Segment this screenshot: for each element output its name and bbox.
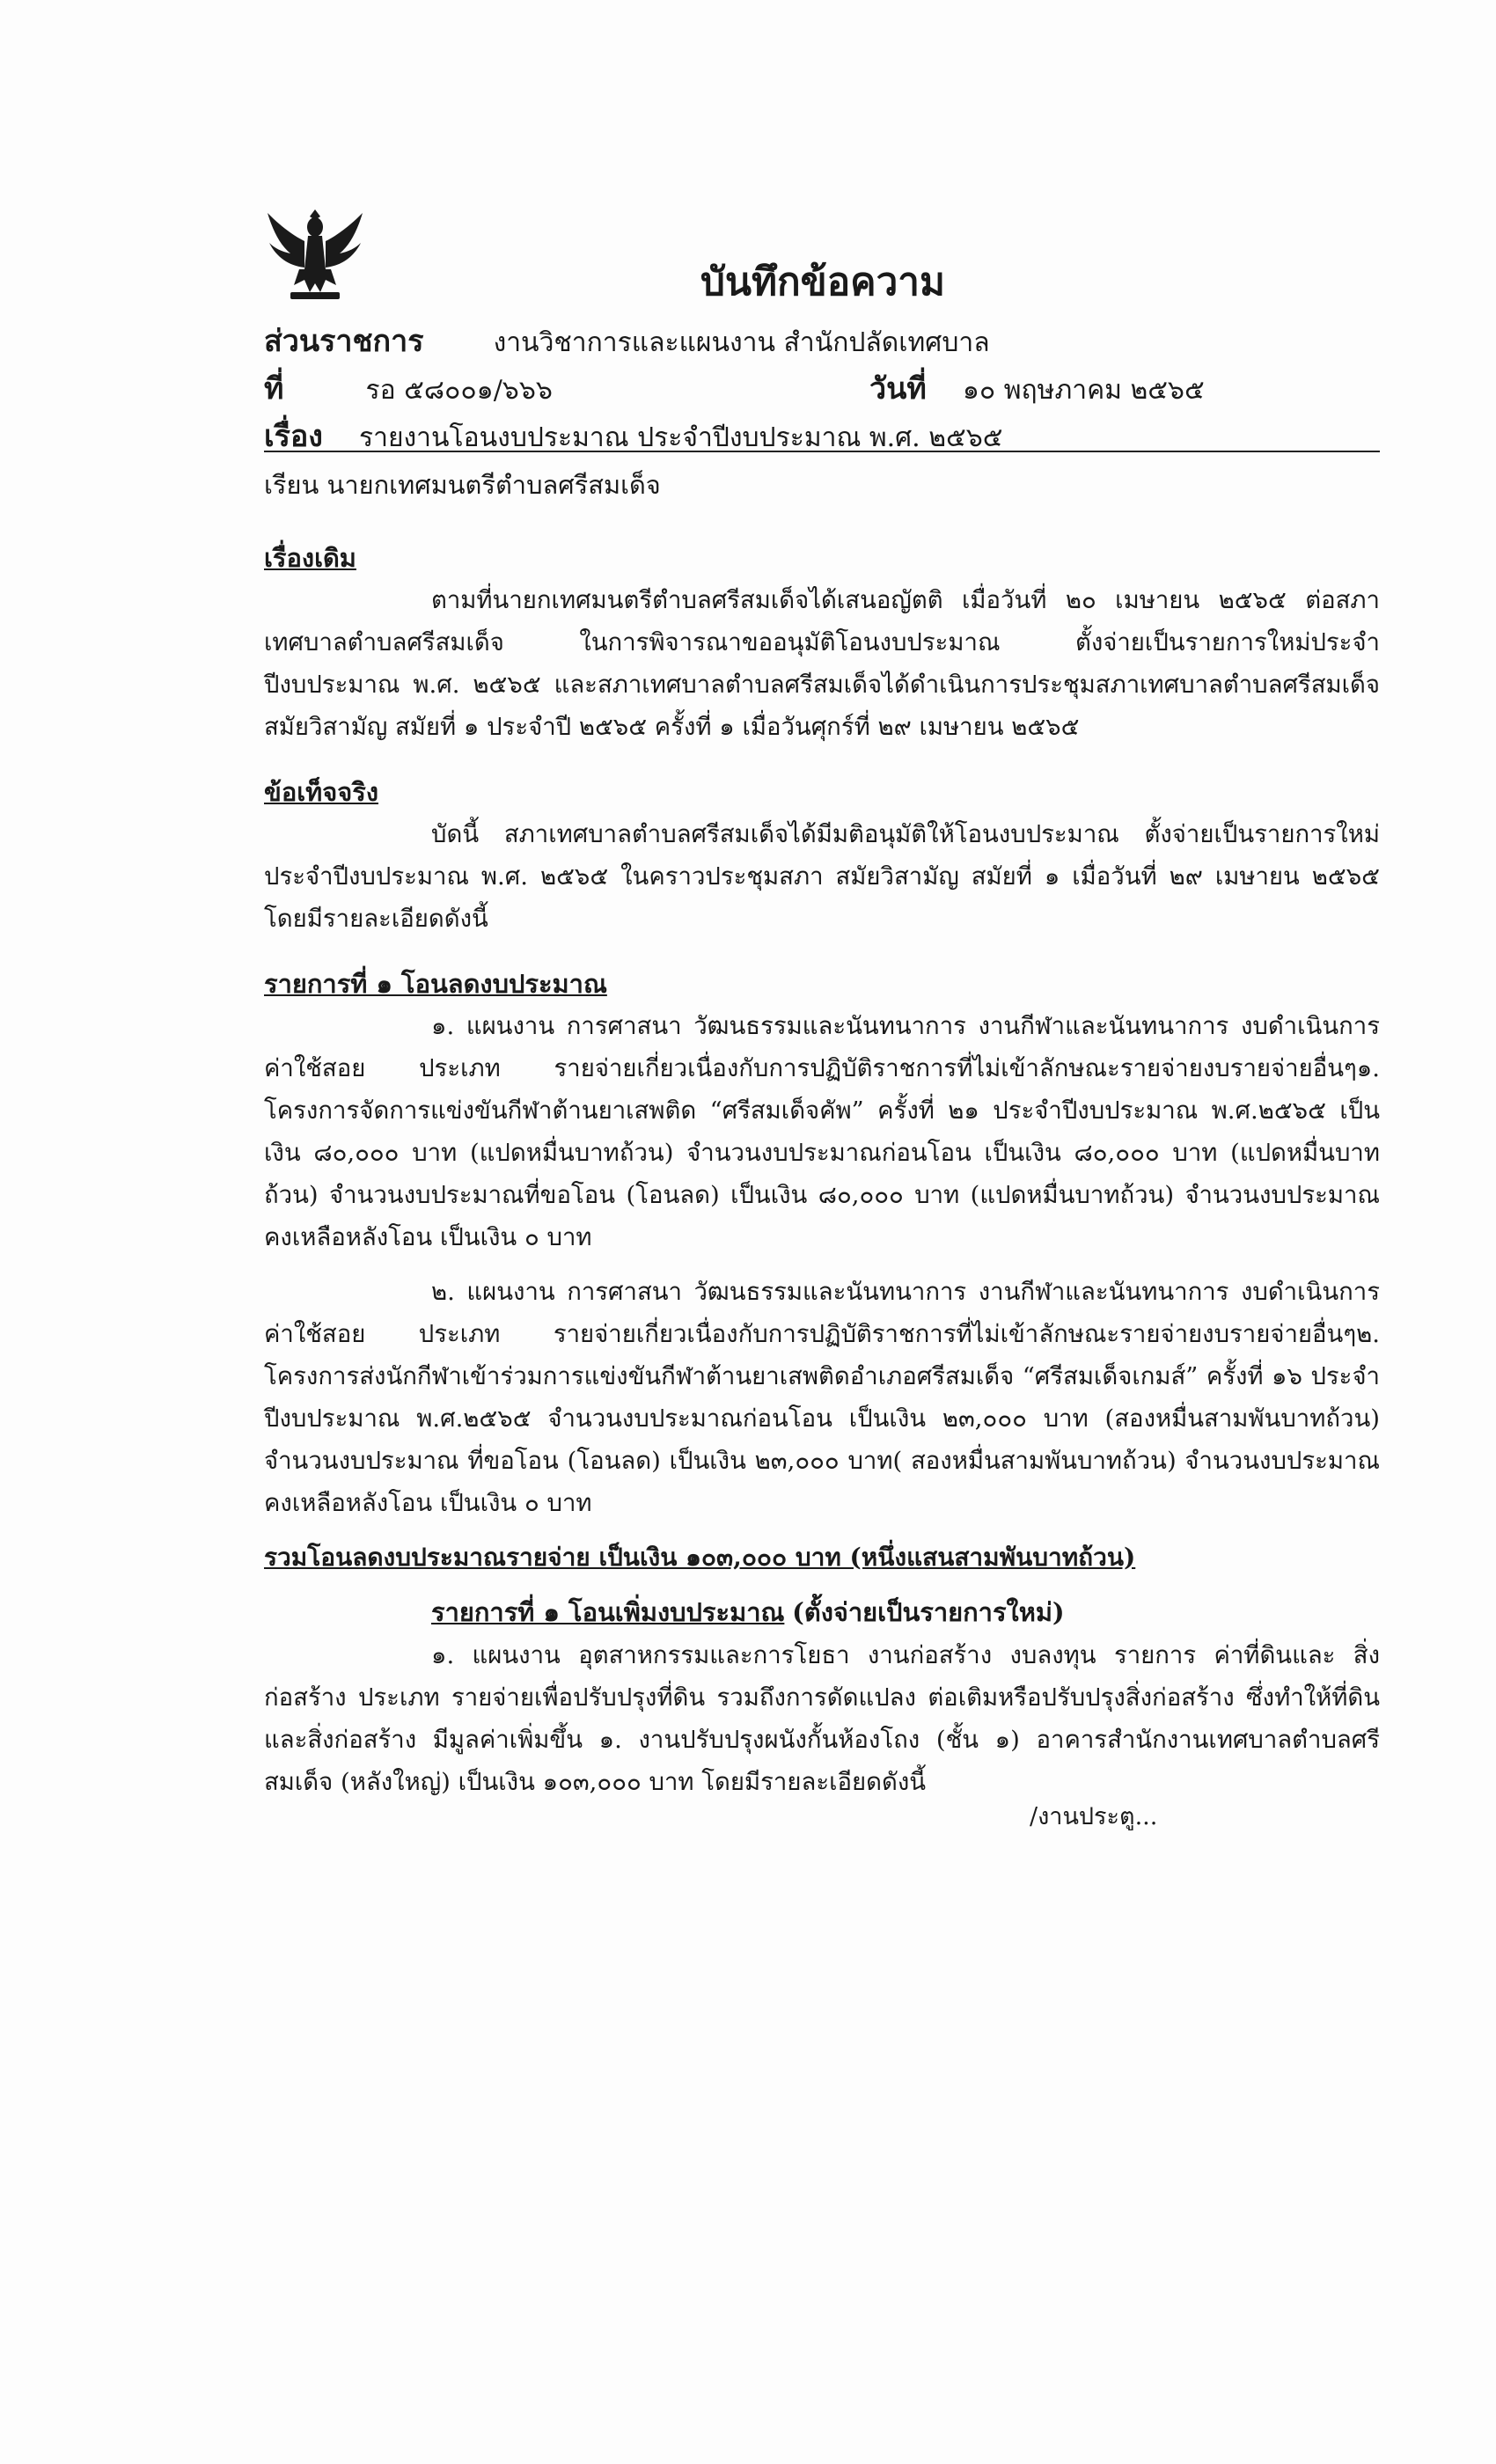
continuation-note: /งานประตู...: [1030, 1803, 1158, 1830]
memo-title: บันทึกข้อความ: [700, 260, 945, 304]
date-value: ๑๐ พฤษภาคม ๒๕๖๕: [962, 375, 1205, 406]
header-divider: [264, 451, 1380, 452]
reference-label: ที่: [264, 371, 284, 407]
subject-label: เรื่อง: [264, 419, 323, 454]
facts-heading: ข้อเท็จจริง: [264, 777, 378, 807]
background-text: ตามที่นายกเทศมนตรีตำบลศรีสมเด็จได้เสนอญัตติ เมื่อวันที่ ๒๐ เมษายน ๒๕๖๕ ต่อสภาเทศบาลตำบลศรีสมเด็จ ในการพิจารณาขออนุมัติโอนงบประมาณ ตั้งจ่ายเป็นรายการใหม่ประจำปีงบประมาณ พ.ศ. ๒๕๖๕ และสภาเทศบาลตำบลศรีสมเด็จได้ดำเนินการประชุมสภาเทศบาลตำบลศรีสมเด็จ สมัยวิสามัญ สมัยที่ ๑ ประจำปี ๒๕๖๕ ครั้งที่ ๑ เมื่อวันศุกร์ที่ ๒๙ เมษายน ๒๕๖๕: [264, 586, 1380, 741]
agency-row: [264, 317, 990, 364]
date-label: วันที่: [869, 371, 927, 407]
transfer-in-heading-row: [431, 1591, 1380, 1634]
transfer-in-heading-note: (ตั้งจ่ายเป็นรายการใหม่): [792, 1597, 1065, 1627]
facts-text: บัดนี้ สภาเทศบาลตำบลศรีสมเด็จได้มีมติอนุมัติให้โอนงบประมาณ ตั้งจ่ายเป็นรายการใหม่ ประจำปีงบประมาณ พ.ศ. ๒๕๖๕ ในคราวประชุมสภา สมัยวิสามัญ สมัยที่ ๑ เมื่อวันที่ ๒๙ เมษายน ๒๕๖๕ โดยมีรายละเอียดดังนี้: [264, 820, 1380, 933]
subject-value: รายงานโอนงบประมาณ ประจำปีงบประมาณ พ.ศ. ๒๕๖๕: [359, 422, 1003, 453]
agency-label: ส่วนราชการ: [264, 324, 424, 359]
transfer-out-item-2: ๒. แผนงาน การศาสนา วัฒนธรรมและนันทนาการ งานกีฬาและนันทนาการ งบดำเนินการ ค่าใช้สอย ประเภท รายจ่ายเกี่ยวเนื่องกับการปฏิบัติราชการที่ไม่เข้าลักษณะรายจ่ายงบรายจ่ายอื่นๆ๒. โครงการส่งนักกีฬาเข้าร่วมการแข่งขันกีฬาต้านยาเสพติดอำเภอศรีสมเด็จ “ศรีสมเด็จเกมส์” ครั้งที่ ๑๖ ประจำปีงบประมาณ พ.ศ.๒๕๖๕ จำนวนงบประมาณก่อนโอน เป็นเงิน ๒๓,๐๐๐ บาท (สองหมื่นสามพันบาทถ้วน) จำนวนงบประมาณ ที่ขอโอน (โอนลด) เป็นเงิน ๒๓,๐๐๐ บาท( สองหมื่นสามพันบาทถ้วน) จำนวนงบประมาณคงเหลือหลังโอน เป็นเงิน ๐ บาท: [264, 1278, 1380, 1517]
date-row: [869, 364, 1205, 412]
transfer-in-heading: รายการที่ ๑ โอนเพิ่มงบประมาณ: [431, 1597, 785, 1627]
transfer-out-total: รวมโอนลดงบประมาณรายจ่าย เป็นเงิน ๑๐๓,๐๐๐ บาท (หนึ่งแสนสามพันบาทถ้วน): [264, 1543, 1136, 1572]
transfer-in-item-1: ๑. แผนงาน อุตสาหกรรมและการโยธา งานก่อสร้าง งบลงทุน รายการ ค่าที่ดินและ สิ่งก่อสร้าง ประเภท รายจ่ายเพื่อปรับปรุงที่ดิน รวมถึงการดัดแปลง ต่อเติมหรือปรับปรุงสิ่งก่อสร้าง ซึ่งทำให้ที่ดิน และสิ่งก่อสร้าง มีมูลค่าเพิ่มขึ้น ๑. งานปรับปรุงผนังกั้นห้องโถง (ชั้น ๑) อาคารสำนักงานเทศบาลตำบลศรีสมเด็จ (หลังใหญ่) เป็นเงิน ๑๐๓,๐๐๐ บาท โดยมีรายละเอียดดังนี้: [264, 1641, 1380, 1796]
transfer-out-heading: รายการที่ ๑ โอนลดงบประมาณ: [264, 969, 607, 999]
background-heading: เรื่องเดิม: [264, 543, 356, 573]
agency-value: งานวิชาการและแผนงาน สำนักปลัดเทศบาล: [493, 327, 990, 358]
reference-row: [264, 364, 553, 412]
reference-value: รอ ๕๘๐๐๑/๖๖๖: [365, 375, 553, 406]
memo-body: [264, 537, 1380, 1803]
transfer-out-item-1: ๑. แผนงาน การศาสนา วัฒนธรรมและนันทนาการ งานกีฬาและนันทนาการ งบดำเนินการ ค่าใช้สอย ประเภท รายจ่ายเกี่ยวเนื่องกับการปฏิบัติราชการที่ไม่เข้าลักษณะรายจ่ายงบรายจ่ายอื่นๆ๑. โครงการจัดการแข่งขันกีฬาต้านยาเสพติด “ศรีสมเด็จคัพ” ครั้งที่ ๒๑ ประจำปีงบประมาณ พ.ศ.๒๕๖๕ เป็นเงิน ๘๐,๐๐๐ บาท (แปดหมื่นบาทถ้วน) จำนวนงบประมาณก่อนโอน เป็นเงิน ๘๐,๐๐๐ บาท (แปดหมื่นบาทถ้วน) จำนวนงบประมาณที่ขอโอน (โอนลด) เป็นเงิน ๘๐,๐๐๐ บาท (แปดหมื่นบาทถ้วน) จำนวนงบประมาณคงเหลือหลังโอน เป็นเงิน ๐ บาท: [264, 1012, 1380, 1251]
salutation: เรียน นายกเทศมนตรีตำบลศรีสมเด็จ: [264, 470, 661, 500]
